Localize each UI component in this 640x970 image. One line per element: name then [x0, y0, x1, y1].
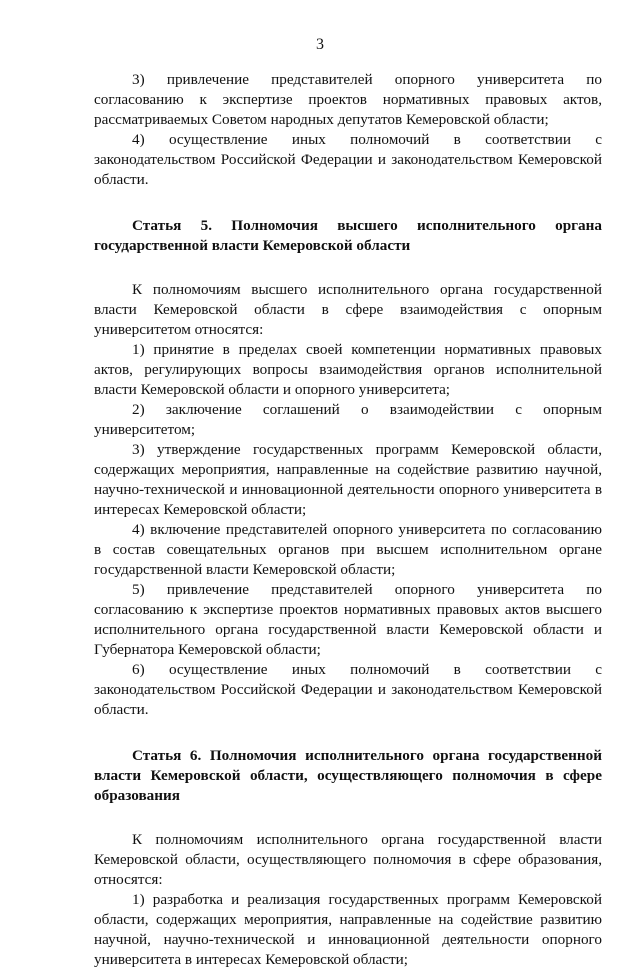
article5-item-2: 2) заключение соглашений о взаимодействии с опорным университетом;: [94, 401, 602, 438]
article5-heading: Статья 5. Полномочия высшего исполнительного органа государственной власти Кемеровской области: [94, 217, 602, 254]
article6-heading: Статья 6. Полномочия исполнительного органа государственной власти Кемеровской области, осуществляющего полномочия в сфере образования: [94, 747, 602, 804]
article6-item-1: 1) разработка и реализация государственных программ Кемеровской области, содержащих мероприятия, направленные на содействие развитию научной, научно-технической и инновационной деятельности опорного университета в интересах Кемеровской области;: [94, 891, 602, 968]
page-number: 3: [316, 36, 324, 53]
article5-item-3: 3) утверждение государственных программ Кемеровской области, содержащих мероприятия, направленные на содействие развитию научной, научно-технической и инновационной деятельности опорного университета в интересах Кемеровской области;: [94, 441, 602, 518]
article4-item-3: 3) привлечение представителей опорного университета по согласованию к экспертизе проектов нормативных правовых актов, рассматриваемых Советом народных депутатов Кемеровской области;: [94, 71, 602, 128]
article6-intro: К полномочиям исполнительного органа государственной власти Кемеровской области, осуществляющего полномочия в сфере образования, относятся:: [94, 831, 602, 888]
article5-item-5: 5) привлечение представителей опорного университета по согласованию к экспертизе проектов нормативных правовых актов высшего исполнительного органа государственной власти Кемеровской области и Губернатора Кемеровской области;: [94, 581, 602, 658]
document-body: [94, 70, 602, 970]
article4-item-4: 4) осуществление иных полномочий в соответствии с законодательством Российской Федерации и законодательством Кемеровской области.: [94, 131, 602, 188]
article5-intro: К полномочиям высшего исполнительного органа государственной власти Кемеровской области в сфере взаимодействия с опорным университетом относятся:: [94, 281, 602, 338]
article5-item-6: 6) осуществление иных полномочий в соответствии с законодательством Российской Федерации и законодательством Кемеровской области.: [94, 661, 602, 718]
article5-item-1: 1) принятие в пределах своей компетенции нормативных правовых актов, регулирующих вопросы взаимодействия органов исполнительной власти Кемеровской области и опорного университета;: [94, 341, 602, 398]
article5-item-4: 4) включение представителей опорного университета по согласованию в состав совещательных органов при высшем исполнительном органе государственной власти Кемеровской области;: [94, 521, 602, 578]
